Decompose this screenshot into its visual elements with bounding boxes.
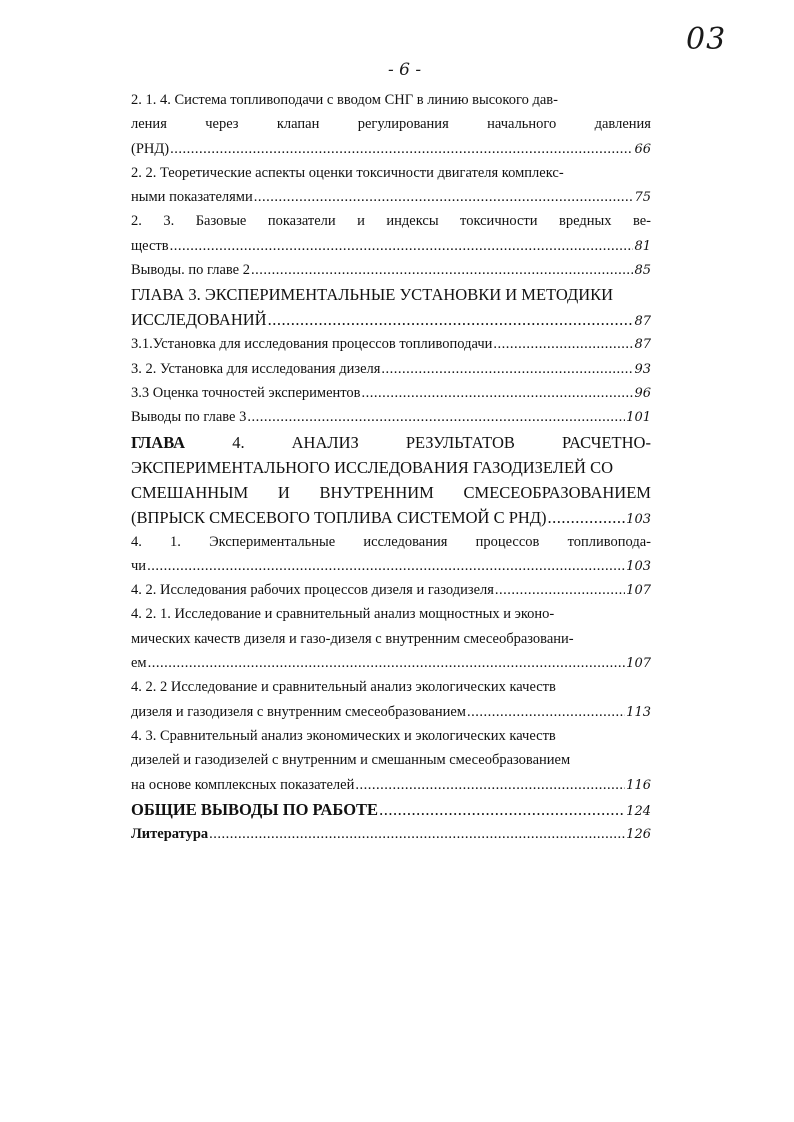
dot-leader xyxy=(148,651,626,675)
dot-leader xyxy=(355,773,625,797)
toc-entry-3-3: 3.3 Оценка точностей экспериментов ..... 96 xyxy=(131,381,651,405)
page-ref: 87 xyxy=(634,314,651,330)
toc-entry-references: Литература ..... 126 xyxy=(131,822,651,846)
toc-entry-conclusions-ch2: Выводы. по главе 2 ..... 85 xyxy=(131,258,651,282)
table-of-contents xyxy=(131,88,651,846)
dot-leader xyxy=(170,234,634,258)
dot-leader xyxy=(379,797,625,822)
page-ref: 81 xyxy=(634,238,651,254)
dot-leader xyxy=(467,700,625,724)
page-ref: 124 xyxy=(626,803,651,819)
page-ref: 107 xyxy=(626,656,651,672)
toc-entry-4-2: 4. 2. Исследования рабочих процессов дизеля и газодизеля ..... 107 xyxy=(131,578,651,602)
toc-entry-2-1-4 xyxy=(131,88,651,161)
page-ref: 107 xyxy=(626,583,651,599)
page-ref: 103 xyxy=(626,511,651,527)
corner-handwritten-mark: 03 xyxy=(686,22,727,57)
dot-leader xyxy=(381,357,633,381)
page-ref: 96 xyxy=(634,385,651,401)
toc-entry-4-2-2: 4. 2. 2 Исследование и сравнительный анализ экологических качеств дизеля и газодизеля с внутренним смесеобразованием ..... 113 xyxy=(131,675,651,724)
dot-leader xyxy=(495,578,625,602)
toc-entry-4-3: 4. 3. Сравнительный анализ экономических и экологических качеств дизелей и газодизелей с внутренним и смешанным смесеобразованием на основе комплексных показателей ..... 116 xyxy=(131,724,651,797)
dot-leader xyxy=(170,137,633,161)
toc-line-leader: (РНД) ..... 66 xyxy=(131,137,651,161)
page-ref: 93 xyxy=(634,361,651,377)
toc-chapter-4: ГЛАВА 4. АНАЛИЗ РЕЗУЛЬТАТОВ РАСЧЕТНО- ЭКСПЕРИМЕНТАЛЬНОГО ИССЛЕДОВАНИЯ ГАЗОДИЗЕЛЕЙ СО СМЕШАННЫМ И ВНУТРЕННИМ СМЕСЕОБРАЗОВАНИЕМ (ВПРЫСК СМЕСЕВОГО ТОПЛИВА СИСТЕМОЙ С РНД) ..... 103 xyxy=(131,430,651,530)
toc-line-justified: ления через клапан регулирования начального давления xyxy=(131,116,651,133)
toc-entry-3-1: 3.1.Установка для исследования процессов топливоподачи ..... 87 xyxy=(131,332,651,356)
page-ref: 87 xyxy=(634,337,651,353)
dot-leader xyxy=(268,307,634,332)
toc-entry-2-2: 2. 2. Теоретические аспекты оценки токсичности двигателя комплекс- ными показателями ..... 75 xyxy=(131,161,651,210)
dot-leader xyxy=(362,381,634,405)
page-number: - 6 - xyxy=(388,60,422,80)
page-ref: 66 xyxy=(634,141,651,157)
dot-leader xyxy=(247,405,625,429)
toc-chapter-3: ГЛАВА 3. ЭКСПЕРИМЕНТАЛЬНЫЕ УСТАНОВКИ И МЕТОДИКИ ИССЛЕДОВАНИЙ ..... 87 xyxy=(131,282,651,332)
dot-leader xyxy=(548,505,626,530)
dot-leader xyxy=(209,822,625,846)
page-ref: 103 xyxy=(626,558,651,574)
dot-leader xyxy=(254,185,634,209)
page-ref: 85 xyxy=(634,263,651,279)
toc-line: 2. 1. 4. Система топливоподачи с вводом СНГ в линию высокого дав- xyxy=(131,92,558,108)
toc-entry-4-1: 4. 1. Экспериментальные исследования процессов топливопода- чи ..... 103 xyxy=(131,530,651,579)
page-ref: 101 xyxy=(626,410,651,426)
page-ref: 116 xyxy=(626,777,651,793)
dot-leader xyxy=(493,332,633,356)
dot-leader xyxy=(251,258,634,282)
toc-entry-3-2: 3. 2. Установка для исследования дизеля ..... 93 xyxy=(131,357,651,381)
page-ref: 126 xyxy=(626,826,651,842)
page-ref: 113 xyxy=(626,704,651,720)
toc-entry-general-conclusions: ОБЩИЕ ВЫВОДЫ ПО РАБОТЕ ..... 124 xyxy=(131,797,651,822)
toc-entry-4-2-1: 4. 2. 1. Исследование и сравнительный анализ мощностных и эконо- мических качеств дизеля и газо-дизеля с внутренним смесеобразовани- ем ..... 107 xyxy=(131,602,651,675)
toc-entry-conclusions-ch3: Выводы по главе 3 ..... 101 xyxy=(131,405,651,429)
toc-entry-2-3: 2. 3. Базовые показатели и индексы токсичности вредных ве- ществ ..... 81 xyxy=(131,209,651,258)
dot-leader xyxy=(147,554,625,578)
page-ref: 75 xyxy=(634,190,651,206)
